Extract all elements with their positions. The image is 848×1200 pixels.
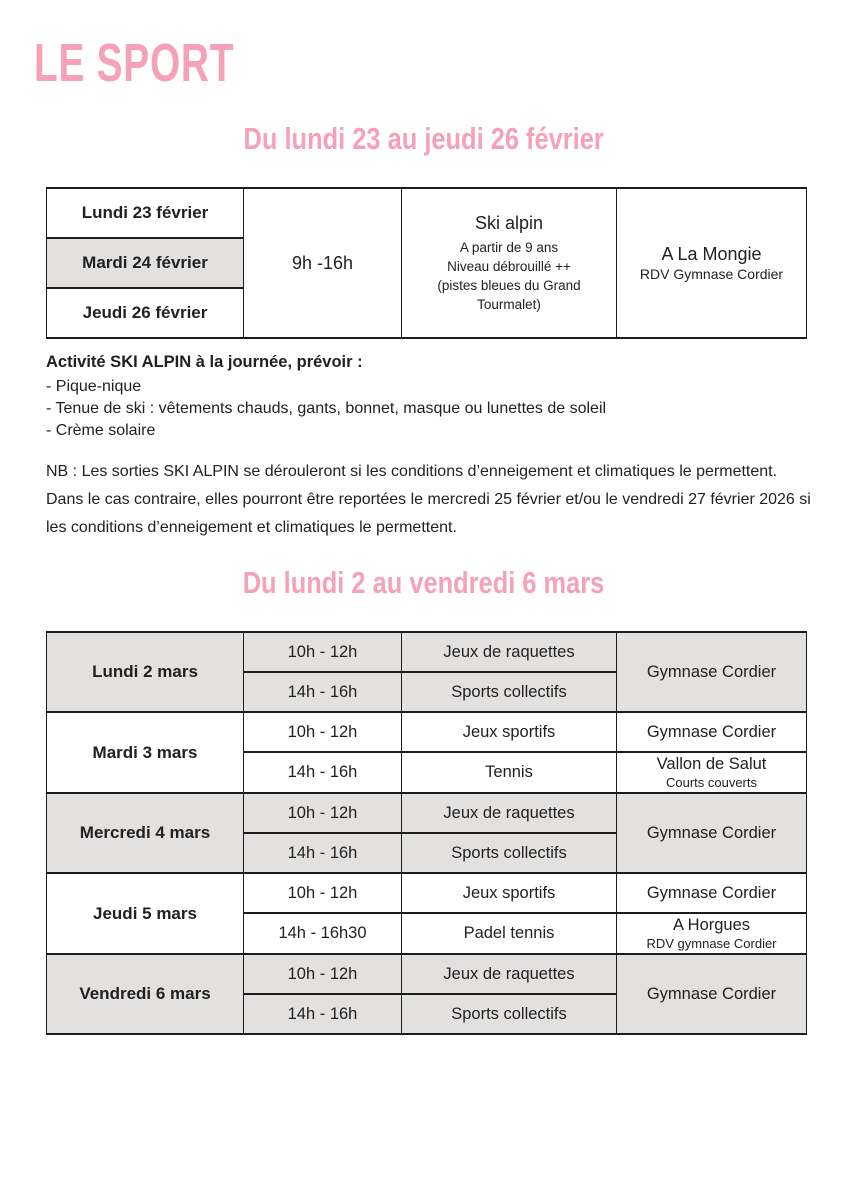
day-cell: Mardi 24 février (47, 238, 244, 288)
time-cell: 14h - 16h30 (244, 913, 402, 954)
location-title: Gymnase Cordier (646, 662, 777, 681)
section-heading-february (0, 121, 848, 157)
activity-cell: Jeux sportifs (402, 712, 617, 752)
location-title: Vallon de Salut (656, 755, 767, 773)
activity-cell: Padel tennis (402, 913, 617, 954)
activity-cell: Jeux de raquettes (402, 632, 617, 672)
table-row (47, 712, 807, 752)
table-row (47, 632, 807, 672)
activity-title: Ski alpin (474, 212, 544, 233)
location-cell (617, 793, 807, 873)
time-cell: 14h - 16h (244, 752, 402, 793)
activity-cell: Tennis (402, 752, 617, 793)
activity-cell: Jeux de raquettes (402, 793, 617, 833)
location-title: Gymnase Cordier (646, 984, 777, 1003)
ski-note-item: - Pique-nique (46, 378, 142, 395)
section-heading-february-text: Du lundi 23 au jeudi 26 février (243, 121, 605, 156)
time-cell: 14h - 16h (244, 994, 402, 1034)
ski-note-item: - Crème solaire (46, 422, 156, 439)
table-row (47, 954, 807, 994)
time-cell: 14h - 16h (244, 833, 402, 873)
time-cell: 10h - 12h (244, 873, 402, 913)
location-cell (617, 188, 807, 338)
day-cell: Vendredi 6 mars (47, 954, 244, 1034)
activity-cell: Jeux sportifs (402, 873, 617, 913)
location-title: Gymnase Cordier (646, 823, 777, 842)
location-title: A Horgues (672, 916, 751, 934)
activity-cell (402, 188, 617, 338)
day-cell: Lundi 23 février (47, 188, 244, 238)
time-cell: 9h -16h (244, 188, 402, 338)
location-cell (617, 954, 807, 1034)
activity-cell: Jeux de raquettes (402, 954, 617, 994)
table-row (47, 873, 807, 913)
page-title: LE SPORT (34, 33, 235, 93)
time-cell: 14h - 16h (244, 672, 402, 712)
february-schedule-table (46, 187, 807, 339)
location-cell (617, 913, 807, 954)
location-title: Gymnase Cordier (646, 722, 777, 741)
location-title: A La Mongie (661, 244, 762, 264)
day-cell: Mardi 3 mars (47, 712, 244, 793)
activity-cell: Sports collectifs (402, 833, 617, 873)
location-subtitle: Courts couverts (665, 775, 758, 790)
location-cell (617, 873, 807, 913)
activity-detail: (pistes bleues du Grand Tourmalet) (437, 277, 581, 312)
location-cell (617, 632, 807, 712)
location-cell (617, 752, 807, 793)
location-title: Gymnase Cordier (646, 883, 777, 902)
activity-detail: Niveau débrouillé ++ (447, 258, 571, 274)
location-cell (617, 712, 807, 752)
time-cell: 10h - 12h (244, 793, 402, 833)
day-cell: Jeudi 26 février (47, 288, 244, 338)
section-heading-march (0, 565, 848, 601)
nb-paragraph: NB : Les sorties SKI ALPIN se dérouleront si les conditions d’enneigement et climatiques le permettent. Dans le cas contraire, elles pourront être reportées le mercredi 25 février et/ou le vendredi 27 février 2026 si les conditions d’enneigement et climatiques le permettent. (46, 463, 811, 536)
time-cell: 10h - 12h (244, 632, 402, 672)
table-row (47, 793, 807, 833)
day-cell: Jeudi 5 mars (47, 873, 244, 954)
march-schedule-table (46, 631, 807, 1035)
day-cell: Mercredi 4 mars (47, 793, 244, 873)
time-cell: 10h - 12h (244, 954, 402, 994)
ski-notes-heading: Activité SKI ALPIN à la journée, prévoir : (46, 353, 363, 371)
day-cell: Lundi 2 mars (47, 632, 244, 712)
table-row (47, 188, 807, 238)
section-heading-march-text: Du lundi 2 au vendredi 6 mars (243, 565, 605, 600)
location-subtitle: RDV gymnase Cordier (646, 936, 777, 951)
time-cell: 10h - 12h (244, 712, 402, 752)
ski-notes (46, 350, 810, 442)
activity-cell: Sports collectifs (402, 994, 617, 1034)
location-subtitle: RDV Gymnase Cordier (639, 266, 784, 282)
activity-cell: Sports collectifs (402, 672, 617, 712)
activity-detail: A partir de 9 ans (459, 239, 559, 255)
ski-note-item: - Tenue de ski : vêtements chauds, gants, bonnet, masque ou lunettes de soleil (46, 400, 607, 417)
